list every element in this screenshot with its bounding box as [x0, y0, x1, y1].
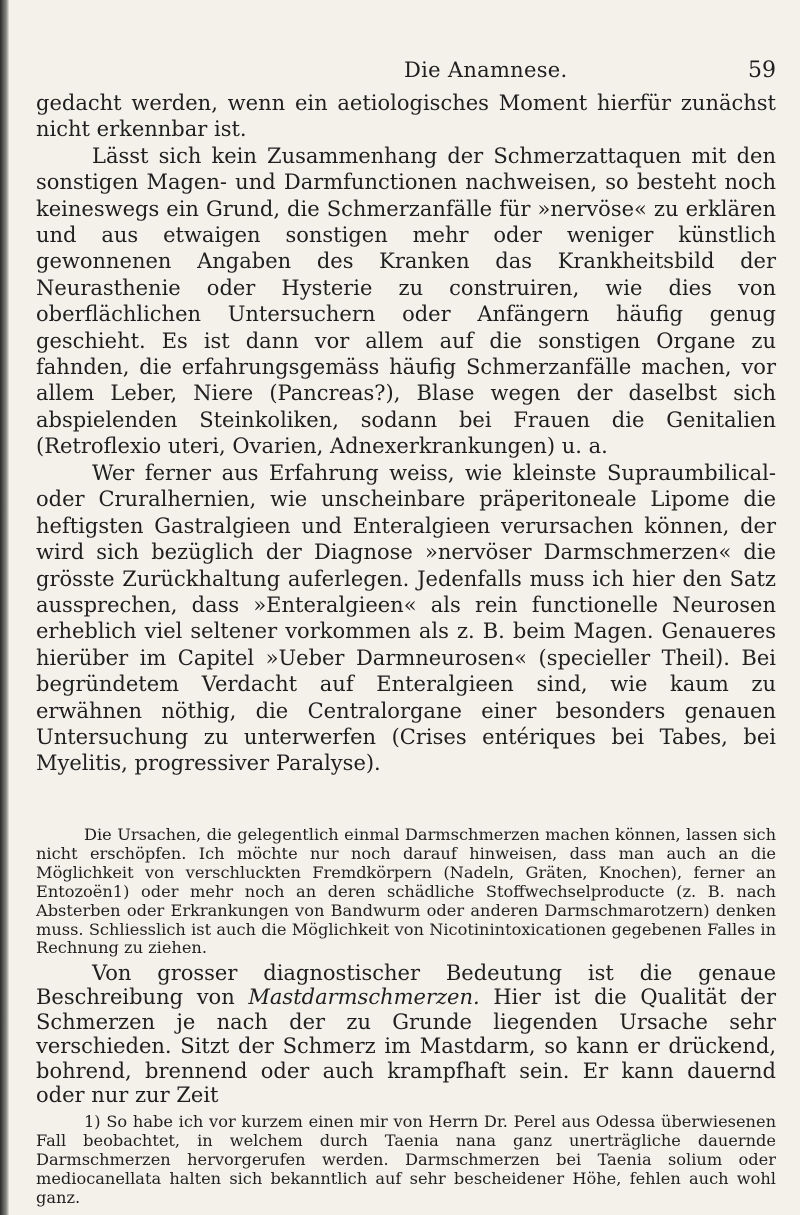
- paragraph-continuation: gedacht werden, wenn ein aetiologisches Moment hierfür zunächst nicht erkennbar ist.: [36, 91, 776, 142]
- footnote: [36, 1113, 776, 1208]
- rectal-pain-text-b: Hier ist die Qualität der Schmerzen je nach der zu Grunde liegenden Ursache sehr verschieden. Sitzt der Schmerz im Mastdarm, so kann er drückend, bohrend, brennend oder auch krampfhaft sein. Er kann dauernd oder nur zur Zeit: [36, 985, 776, 1108]
- rectal-pain-emphasis: Mastdarmschmerzen.: [248, 985, 480, 1010]
- footnote-text: 1) So habe ich vor kurzem einen mir von Herrn Dr. Perel aus Odessa überwiesenen Fall beobachtet, in welchem durch Taenia nana ganz unerträgliche dauernde Darmschmerzen hervorgerufen werden. Darmschmerzen bei Taenia solium oder mediocanellata halten sich bekanntlich auf sehr bescheidener Höhe, fehlen auch wohl ganz.: [36, 1112, 776, 1207]
- page-number: 59: [748, 58, 776, 83]
- paragraph-causes: Die Ursachen, die gelegentlich einmal Darmschmerzen machen können, lassen sich nicht erschöpfen. Ich möchte nur noch darauf hinweisen, dass man auch an die Möglichkeit von verschluckten Fremdkörpern (Nadeln, Gräten, Knochen), ferner an Entozoën1) oder mehr noch an deren schädliche Stoffwechselproducte (z. B. nach Absterben oder Erkrankungen von Bandwurm oder anderen Darmschmarotzern) denken muss. Schliesslich ist auch die Möglichkeit von Nicotinintoxicationen gegebenen Falles in Rechnung zu ziehen.: [36, 825, 776, 958]
- page-binding-edge: [0, 0, 9, 1215]
- paragraph-nervous-pain: Lässt sich kein Zusammenhang der Schmerzattaquen mit den sonstigen Magen- und Darmfunctionen nachweisen, so besteht noch keineswegs ein Grund, die Schmerzanfälle für »nervöse« zu erklären und aus etwaigen sonstigen mehr oder weniger künstlich gewonnenen Angaben des Kranken das Krankheitsbild der Neurasthenie oder Hysterie zu construiren, wie dies von oberflächlichen Untersuchern oder Anfängern häufig genug geschieht. Es ist dann vor allem auf die sonstigen Organe zu fahnden, die erfahrungsgemäss häufig Schmerzanfälle machen, vor allem Leber, Niere (Pancreas?), Blase wegen der daselbst sich abspielenden Steinkoliken, sodann bei Frauen die Genitalien (Retroflexio uteri, Ovarien, Adnexerkrankungen) u. a.: [36, 143, 776, 459]
- rectal-pain-text-a: Von grosser diagnostischer Bedeutung ist die genaue Beschreibung von: [36, 961, 776, 1010]
- main-text-block-2: [36, 460, 776, 777]
- running-title: Die Anamnese.: [404, 58, 568, 82]
- main-text-block: [36, 90, 776, 460]
- paragraph-rectal-pain: [36, 961, 776, 1107]
- main-text-block-3: [36, 961, 776, 1107]
- paragraph-hernias: Wer ferner aus Erfahrung weiss, wie kleinste Supraumbilical- oder Cruralhernien, wie unscheinbare präperitoneale Lipome die heftigsten Gastralgieen und Enteralgieen verursachen können, der wird sich bezüglich der Diagnose »nervöser Darmschmerzen« die grösste Zurückhaltung auferlegen. Jedenfalls muss ich hier den Satz aussprechen, dass »Enteralgieen« als rein functionelle Neurosen erheblich viel seltener vorkommen als z. B. beim Magen. Genaueres hierüber im Capitel »Ueber Darmneurosen« (specieller Theil). Bei begründetem Verdacht auf Enteralgieen sind, wie kaum zu erwähnen nöthig, die Centralorgane einer besonders genauen Untersuchung zu unterwerfen (Crises entériques bei Tabes, bei Myelitis, progressiver Paralyse).: [36, 461, 776, 776]
- running-header: [36, 52, 776, 86]
- small-print-block: [36, 826, 776, 958]
